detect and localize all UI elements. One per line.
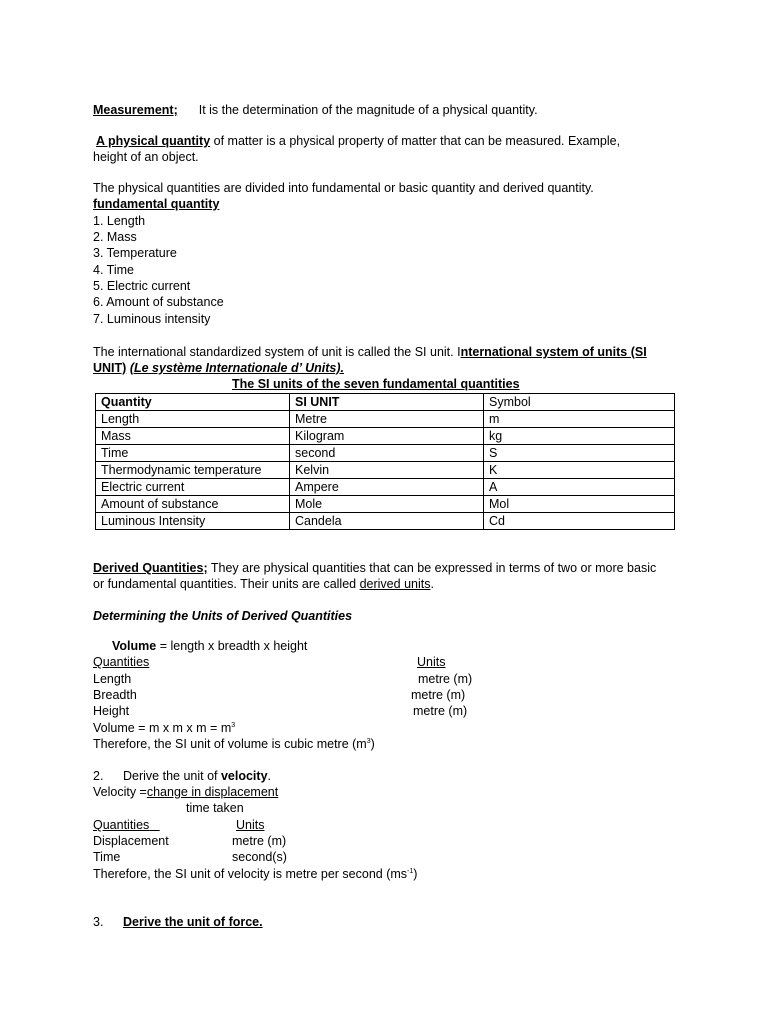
list-item: 7. Luminous intensity xyxy=(93,312,211,326)
table-cell: Length xyxy=(96,411,290,428)
table-cell: Time xyxy=(96,445,290,462)
table-row xyxy=(96,411,675,428)
si-intro-underlined: nternational system of units (SI xyxy=(460,345,647,359)
table-cell: K xyxy=(484,462,675,479)
volume-formula-text: = length x breadth x height xyxy=(156,639,308,653)
volume-col-quantities: Quantities xyxy=(93,655,150,669)
list-item: 1. Length xyxy=(93,214,146,228)
physical-quantity-text: of matter is a physical property of matter that can be measured. Example, xyxy=(210,134,621,148)
force-heading: Derive the unit of force. xyxy=(123,915,263,929)
velocity-row-quantity: Displacement xyxy=(93,834,169,848)
velocity-item-number: 2. xyxy=(93,769,104,783)
table-row xyxy=(96,496,675,513)
table-cell: second xyxy=(290,445,484,462)
list-item: 5. Electric current xyxy=(93,279,191,293)
velocity-term: velocity xyxy=(220,769,268,783)
volume-calc-text: Volume = m x m x m = m xyxy=(93,721,232,735)
measurement-definition: It is the determination of the magnitude of a physical quantity. xyxy=(198,103,538,117)
derived-term: Derived Quantities; xyxy=(93,561,208,575)
derived-units-term: derived units xyxy=(359,577,431,591)
derived-text-2: or fundamental quantities. Their units are called xyxy=(93,577,360,591)
physical-quantity-line1 xyxy=(93,133,620,149)
si-unit-term: UNIT) xyxy=(93,361,127,375)
list-item: 2. Mass xyxy=(93,230,137,244)
velocity-conclusion-close: ) xyxy=(413,867,418,881)
physical-quantity-line2: height of an object. xyxy=(93,150,199,164)
determining-heading: Determining the Units of Derived Quantities xyxy=(93,609,353,623)
volume-row-unit: metre (m) xyxy=(413,704,468,718)
table-cell: Luminous Intensity xyxy=(96,513,290,530)
table-cell: Amount of substance xyxy=(96,496,290,513)
table-row xyxy=(96,445,675,462)
velocity-derive-text: Derive the unit of xyxy=(123,769,221,783)
velocity-row-quantity: Time xyxy=(93,850,121,864)
volume-row-unit: metre (m) xyxy=(418,672,473,686)
table-cell: kg xyxy=(484,428,675,445)
table-cell: Cd xyxy=(484,513,675,530)
velocity-conclusion-exponent: -1 xyxy=(407,867,414,875)
table-header-cell: Symbol xyxy=(484,394,675,411)
table-cell: Kelvin xyxy=(290,462,484,479)
table-cell: Candela xyxy=(290,513,484,530)
volume-row-quantity: Breadth xyxy=(93,688,137,702)
derived-line2 xyxy=(93,576,434,592)
list-item: 4. Time xyxy=(93,263,134,277)
table-cell: Ampere xyxy=(290,479,484,496)
derived-text: They are physical quantities that can be expressed in terms of two or more basic xyxy=(207,561,657,575)
volume-label: Volume xyxy=(112,639,157,653)
velocity-formula-prefix: Velocity = xyxy=(93,785,147,799)
table-cell: Mass xyxy=(96,428,290,445)
velocity-col-units: Units xyxy=(236,818,265,832)
table-cell: Thermodynamic temperature xyxy=(96,462,290,479)
table-cell: A xyxy=(484,479,675,496)
physical-quantity-term: A physical quantity xyxy=(96,134,211,148)
table-cell: Kilogram xyxy=(290,428,484,445)
table-cell: Metre xyxy=(290,411,484,428)
volume-calculation xyxy=(93,720,235,736)
volume-row-unit: metre (m) xyxy=(411,688,466,702)
measurement-line xyxy=(93,102,538,118)
list-item: 3. Temperature xyxy=(93,246,177,260)
velocity-conclusion-text: Therefore, the SI unit of velocity is metre per second (ms xyxy=(93,867,408,881)
table-cell: m xyxy=(484,411,675,428)
table-row xyxy=(96,462,675,479)
list-item: 6. Amount of substance xyxy=(93,295,224,309)
velocity-col-quantities xyxy=(93,817,160,833)
volume-conclusion xyxy=(93,736,375,752)
velocity-denominator: time taken xyxy=(186,801,244,815)
velocity-period: . xyxy=(267,769,272,783)
table-header-cell: SI UNIT xyxy=(290,394,484,411)
division-sentence: The physical quantities are divided into fundamental or basic quantity and derived quantity. xyxy=(93,181,594,195)
derived-period: . xyxy=(430,577,434,591)
volume-col-units: Units xyxy=(417,655,446,669)
velocity-col-quantities-text: Quantities xyxy=(93,818,150,832)
velocity-numerator: change in displacement xyxy=(146,785,279,799)
velocity-row-unit: second(s) xyxy=(232,850,287,864)
table-header-row xyxy=(96,394,675,411)
si-intro-line1 xyxy=(93,344,647,360)
force-item-number: 3. xyxy=(93,915,104,929)
volume-conclusion-text: Therefore, the SI unit of volume is cubic metre (m xyxy=(93,737,367,751)
measurement-term: Measurement; xyxy=(93,103,178,117)
volume-calc-exponent: 3 xyxy=(231,721,236,729)
volume-row-quantity: Height xyxy=(93,704,130,718)
table-row xyxy=(96,513,675,530)
volume-conclusion-close: ) xyxy=(370,737,375,751)
volume-conclusion-exponent: 3 xyxy=(366,737,371,745)
si-intro-line2 xyxy=(93,360,344,376)
fundamental-heading: fundamental quantity xyxy=(93,197,220,211)
velocity-row-unit: metre (m) xyxy=(232,834,287,848)
table-row xyxy=(96,428,675,445)
volume-row-quantity: Length xyxy=(93,672,132,686)
volume-formula xyxy=(112,638,307,654)
table-header-cell: Quantity xyxy=(96,394,290,411)
si-french-term: (Le système Internationale d’ Units). xyxy=(129,361,344,375)
table-caption: The SI units of the seven fundamental quantities xyxy=(232,377,520,391)
table-row xyxy=(96,479,675,496)
velocity-conclusion xyxy=(93,866,417,882)
table-cell: Mol xyxy=(484,496,675,513)
velocity-formula xyxy=(93,784,278,800)
derived-line1 xyxy=(93,560,656,576)
si-intro-text: The international standardized system of unit is called the SI unit. I xyxy=(93,345,461,359)
table-cell: S xyxy=(484,445,675,462)
si-units-table xyxy=(95,393,675,530)
velocity-derive-line xyxy=(123,768,271,784)
table-cell: Electric current xyxy=(96,479,290,496)
table-cell: Mole xyxy=(290,496,484,513)
